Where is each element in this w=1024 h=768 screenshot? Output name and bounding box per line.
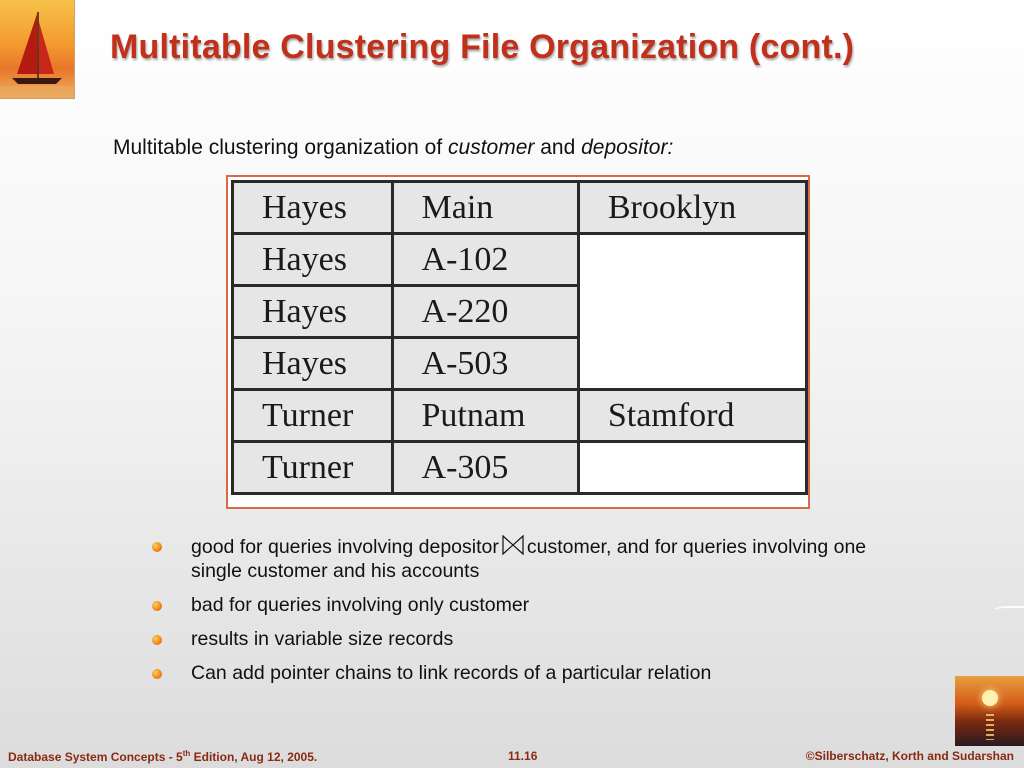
natural-join-icon — [501, 534, 525, 556]
bullet-icon — [152, 635, 162, 645]
list-item — [150, 593, 870, 617]
table-cell: Turner — [233, 390, 393, 442]
slide-footer — [0, 745, 1024, 768]
table-cell: Stamford — [578, 390, 806, 442]
list-item — [150, 661, 870, 685]
table-cell: Hayes — [233, 338, 393, 390]
sunset-image — [955, 676, 1024, 746]
clustered-records-table — [231, 180, 808, 495]
decorative-swoosh — [994, 606, 1024, 614]
table-cell: Hayes — [233, 182, 393, 234]
table-cell-empty — [578, 338, 806, 390]
footer-book-title: Database System Concepts - 5 — [8, 750, 183, 764]
bullet-text: customer, and for queries involving one single customer and his accounts — [191, 536, 867, 582]
bullet-list — [150, 534, 870, 695]
subtitle-relation-customer: customer — [448, 136, 535, 159]
bullet-text: Can add pointer chains to link records of a particular relation — [191, 662, 712, 684]
table-cell: Turner — [233, 442, 393, 494]
table-row — [233, 234, 807, 286]
table-row — [233, 390, 807, 442]
table-cell: Hayes — [233, 234, 393, 286]
bullet-text: results in variable size records — [191, 628, 454, 650]
table-cell-empty — [578, 234, 806, 286]
subtitle-relation-depositor: depositor: — [581, 136, 674, 159]
table-cell: Hayes — [233, 286, 393, 338]
sailboat-icon — [0, 0, 74, 98]
table-cell: Brooklyn — [578, 182, 806, 234]
table-cell: A-305 — [392, 442, 578, 494]
bullet-icon — [152, 669, 162, 679]
subtitle-mid: and — [534, 136, 582, 159]
table-row — [233, 442, 807, 494]
water-glint — [986, 714, 994, 740]
clustered-file-figure — [226, 175, 810, 509]
table-cell: Putnam — [392, 390, 578, 442]
bullet-text: bad for queries involving only customer — [191, 594, 530, 616]
page-number: 11.16 — [508, 749, 538, 763]
table-cell-empty — [578, 286, 806, 338]
table-cell-empty — [578, 442, 806, 494]
table-cell: Main — [392, 182, 578, 234]
list-item — [150, 627, 870, 651]
copyright: ©Silberschatz, Korth and Sudarshan — [805, 749, 1014, 763]
sailboat-logo — [0, 0, 75, 99]
slide-subtitle — [113, 136, 673, 160]
table-row — [233, 286, 807, 338]
bullet-icon — [152, 542, 162, 552]
slide-title: Multitable Clustering File Organization (cont.) — [110, 28, 855, 66]
footer-book-info — [8, 749, 317, 764]
table-cell: A-102 — [392, 234, 578, 286]
subtitle-prefix: Multitable clustering organization of — [113, 136, 449, 159]
bullet-icon — [152, 601, 162, 611]
list-item — [150, 534, 870, 583]
sun-icon — [982, 690, 998, 706]
table-cell: A-220 — [392, 286, 578, 338]
table-cell: A-503 — [392, 338, 578, 390]
table-row — [233, 338, 807, 390]
bullet-text: good for queries involving depositor — [191, 536, 499, 558]
footer-superscript: th — [182, 749, 191, 758]
footer-edition-date: Edition, Aug 12, 2005. — [190, 750, 318, 764]
table-row — [233, 182, 807, 234]
